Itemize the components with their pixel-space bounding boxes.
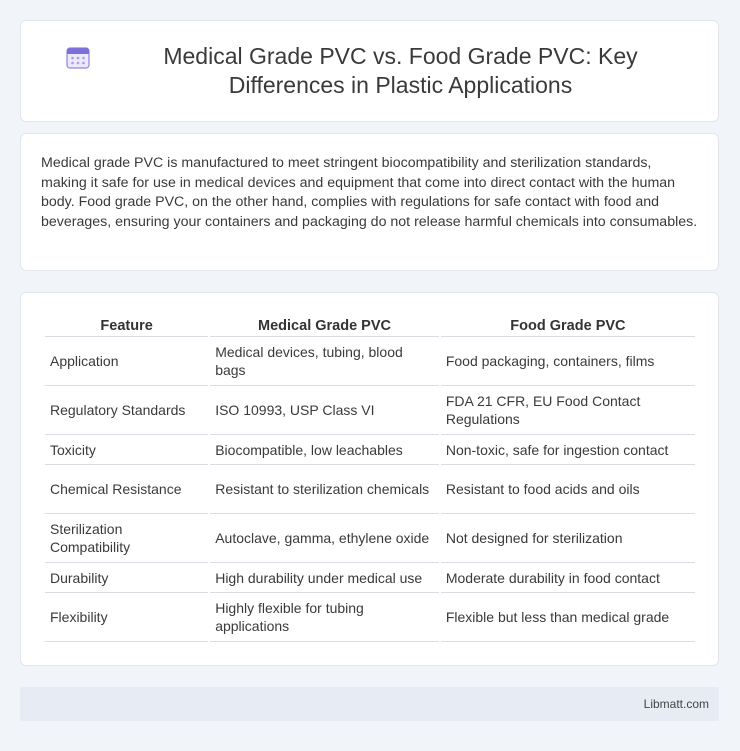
food-cell: Flexible but less than medical grade [441, 593, 695, 642]
header-feature: Feature [45, 317, 208, 337]
food-cell: Not designed for sterilization [441, 514, 695, 563]
table-row [45, 435, 695, 465]
calendar-icon [65, 44, 91, 70]
feature-cell: Application [45, 337, 208, 386]
food-cell: Non-toxic, safe for ingestion contact [441, 435, 695, 465]
header-food-grade: Food Grade PVC [441, 317, 695, 337]
feature-cell: Durability [45, 563, 208, 593]
table-card [20, 292, 719, 666]
medical-cell: High durability under medical use [210, 563, 439, 593]
table-row [45, 563, 695, 593]
food-cell: Resistant to food acids and oils [441, 465, 695, 514]
medical-cell: Highly flexible for tubing applications [210, 593, 439, 642]
table-row [45, 514, 695, 563]
medical-cell: ISO 10993, USP Class VI [210, 386, 439, 435]
table-row [45, 386, 695, 435]
medical-cell: Resistant to sterilization chemicals [210, 465, 439, 514]
comparison-table [43, 317, 697, 642]
feature-cell: Chemical Resistance [45, 465, 208, 514]
title-wrap [61, 21, 698, 121]
food-cell: Moderate durability in food contact [441, 563, 695, 593]
table-row [45, 593, 695, 642]
food-cell: Food packaging, containers, films [441, 337, 695, 386]
title-card [20, 20, 719, 122]
medical-cell: Biocompatible, low leachables [210, 435, 439, 465]
intro-card [20, 133, 719, 271]
footer-site-link[interactable]: Libmatt.com [643, 697, 709, 711]
intro-paragraph: Medical grade PVC is manufactured to meet stringent biocompatibility and sterilization standards, making it safe for use in medical devices and equipment that come into direct contact with the human body. Food grade PVC, on the other hand, complies with regulations for safe contact with food and beverages, ensuring your containers and packaging do not release harmful chemicals into consumables. [41, 155, 698, 230]
footer-bar [20, 687, 719, 721]
table-row [45, 337, 695, 386]
feature-cell: Regulatory Standards [45, 386, 208, 435]
table-header-row [45, 317, 695, 337]
medical-cell: Medical devices, tubing, blood bags [210, 337, 439, 386]
feature-cell: Sterilization Compatibility [45, 514, 208, 563]
feature-cell: Flexibility [45, 593, 208, 642]
food-cell: FDA 21 CFR, EU Food Contact Regulations [441, 386, 695, 435]
medical-cell: Autoclave, gamma, ethylene oxide [210, 514, 439, 563]
page-title: Medical Grade PVC vs. Food Grade PVC: Key Differences in Plastic Applications [163, 43, 638, 98]
feature-cell: Toxicity [45, 435, 208, 465]
header-medical-grade: Medical Grade PVC [210, 317, 439, 337]
table-row [45, 465, 695, 514]
